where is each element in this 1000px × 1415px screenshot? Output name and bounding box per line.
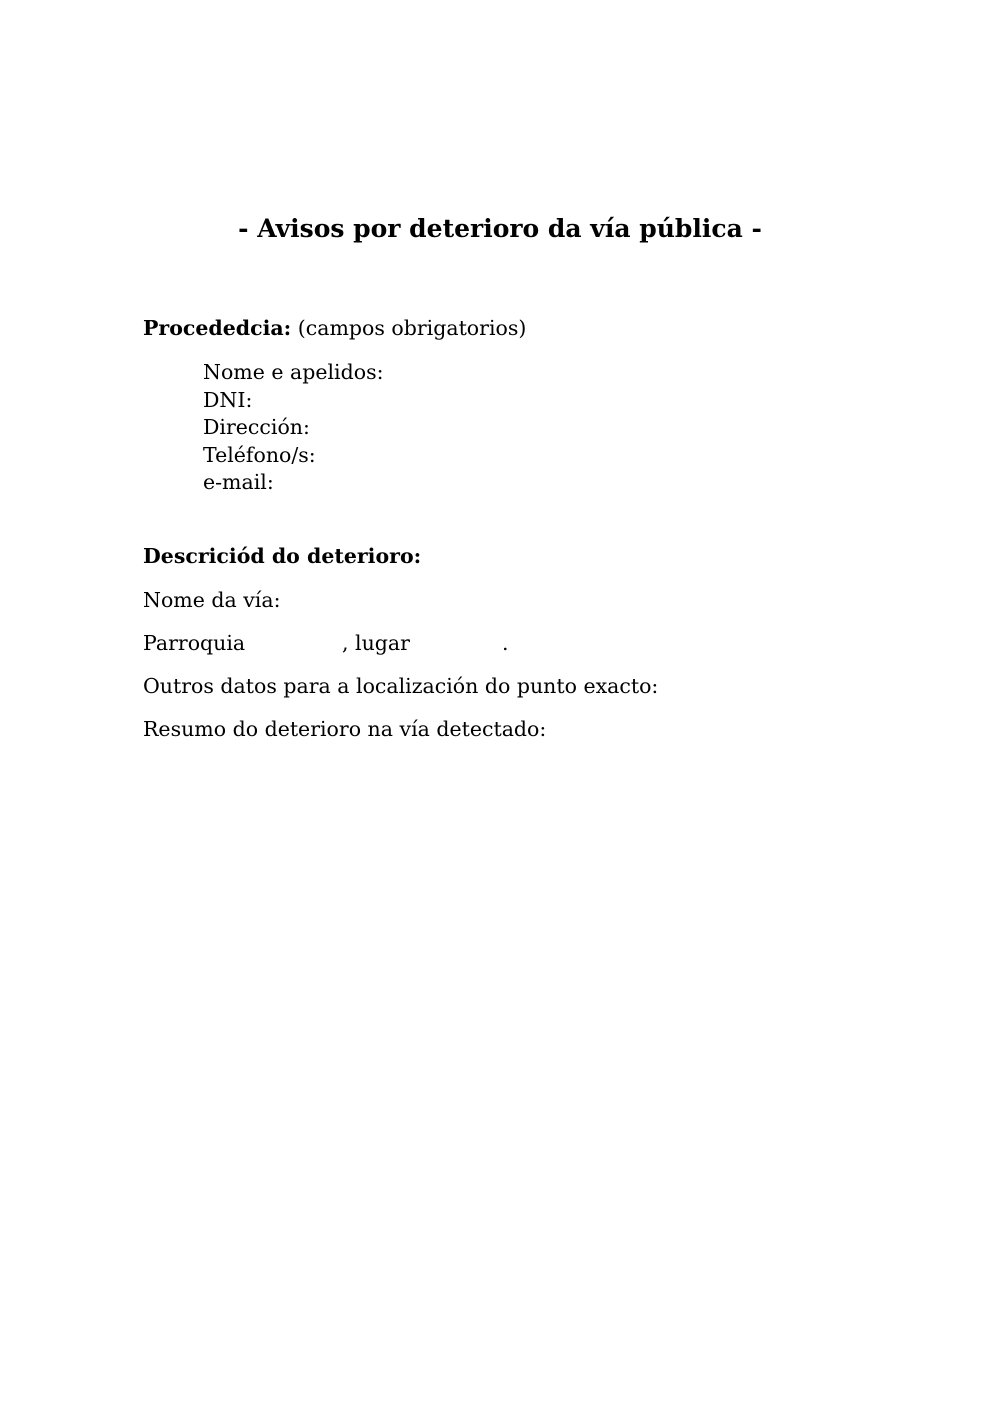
field-name-label: Nome e apelidos: (203, 360, 384, 384)
document-title: - Avisos por deterioro da vía pública - (238, 214, 762, 243)
field-email-label: e-mail: (203, 470, 274, 494)
location-details-label: Outros datos para a localización do punto exacto: (143, 674, 659, 698)
section-applicant-heading (143, 318, 526, 339)
section-damage-heading: Descriciód do deterioro: (143, 544, 422, 568)
field-address-label: Dirección: (203, 415, 310, 439)
damage-summary-label: Resumo do deterioro na vía detectado: (143, 717, 547, 741)
parish-label: Parroquia (143, 631, 246, 655)
place-label: , lugar (342, 631, 410, 655)
applicant-heading-label: Procededcia: (143, 316, 292, 340)
street-name-label: Nome da vía: (143, 588, 281, 612)
required-fields-note: (campos obrigatorios) (291, 316, 527, 340)
field-phone-label: Teléfono/s: (203, 443, 316, 467)
place-period: . (502, 631, 509, 655)
field-dni-label: DNI: (203, 388, 253, 412)
